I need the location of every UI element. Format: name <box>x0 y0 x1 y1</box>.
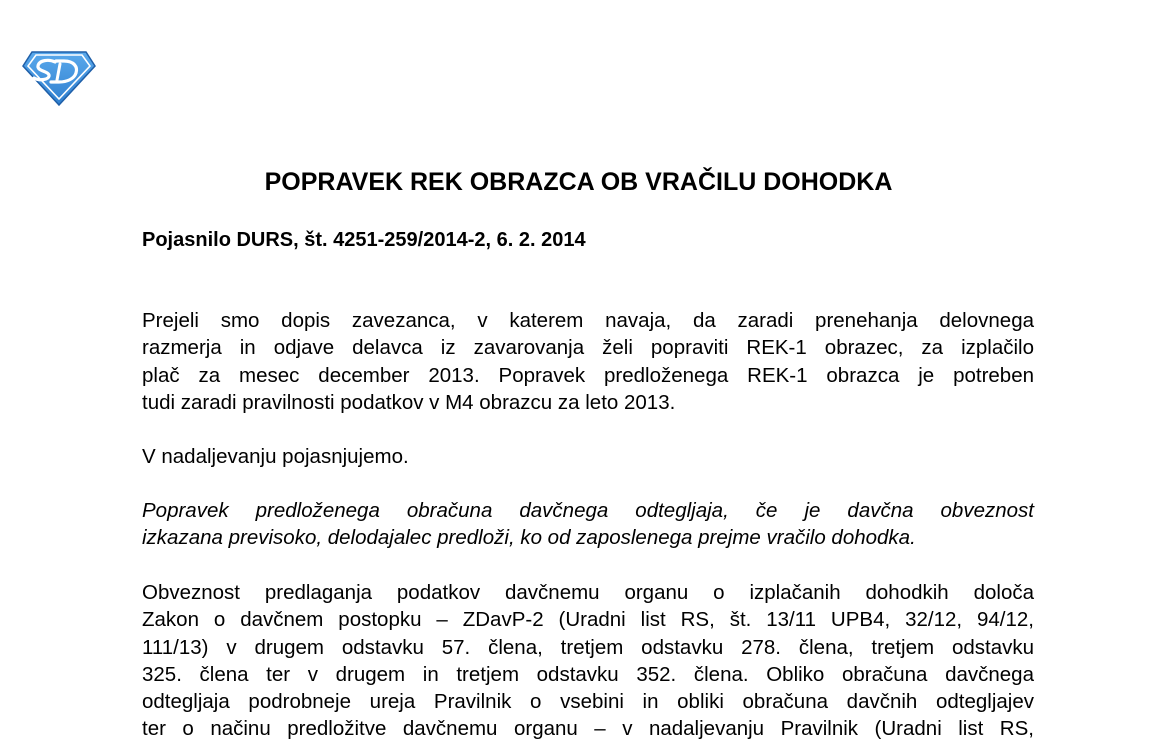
paragraph-line: ter o načinu predložitve davčnemu organu – v nadaljevanju Pravilnik (Uradni list RS, <box>142 717 1034 741</box>
paragraph-line: 111/13) v drugem odstavku 57. člena, tretjem odstavku 278. člena, tretjem odstavku <box>142 635 1034 659</box>
paragraph-line: Zakon o davčnem postopku – ZDavP-2 (Uradni list RS, št. 13/11 UPB4, 32/12, 94/12, <box>142 608 1034 632</box>
paragraph-line: tudi zaradi pravilnosti podatkov v M4 obrazcu za leto 2013. <box>142 390 676 414</box>
paragraph-line: 325. člena ter v drugem in tretjem odstavku 352. člena. Obliko obračuna davčnega <box>142 662 1034 686</box>
paragraph-line: V nadaljevanju pojasnjujemo. <box>142 445 409 468</box>
paragraph-legal-basis <box>142 579 1034 743</box>
paragraph-line: Popravek predloženega obračuna davčnega odtegljaja, če je davčna obveznost <box>142 499 1034 522</box>
paragraph-line: Obveznost predlaganja podatkov davčnemu organu o izplačanih dohodkih določa <box>142 581 1034 604</box>
paragraph-key-statement <box>142 497 1034 552</box>
paragraph-line: izkazana previsoko, delodajalec predloži, ko od zaposlenega prejme vračilo dohodka. <box>142 526 916 550</box>
paragraph-line: Prejeli smo dopis zavezanca, v katerem navaja, da zaradi prenehanja delovnega <box>142 309 1034 332</box>
paragraph-intro <box>142 307 1034 416</box>
paragraph-line: plač za mesec december 2013. Popravek predloženega REK-1 obrazca je potreben <box>142 363 1034 387</box>
paragraph-line: odtegljaja podrobneje ureja Pravilnik o vsebini in obliki obračuna davčnih odtegljajev <box>142 690 1034 714</box>
sd-logo-icon <box>22 50 96 106</box>
paragraph-explanation-intro <box>142 443 1034 470</box>
paragraph-line: razmerja in odjave delavca iz zavarovanja želi popraviti REK-1 obrazec, za izplačilo <box>142 336 1034 360</box>
document-subtitle: Pojasnilo DURS, št. 4251-259/2014-2, 6. 2. 2014 <box>142 229 586 251</box>
document-title: POPRAVEK REK OBRAZCA OB VRAČILU DOHODKA <box>264 168 893 196</box>
